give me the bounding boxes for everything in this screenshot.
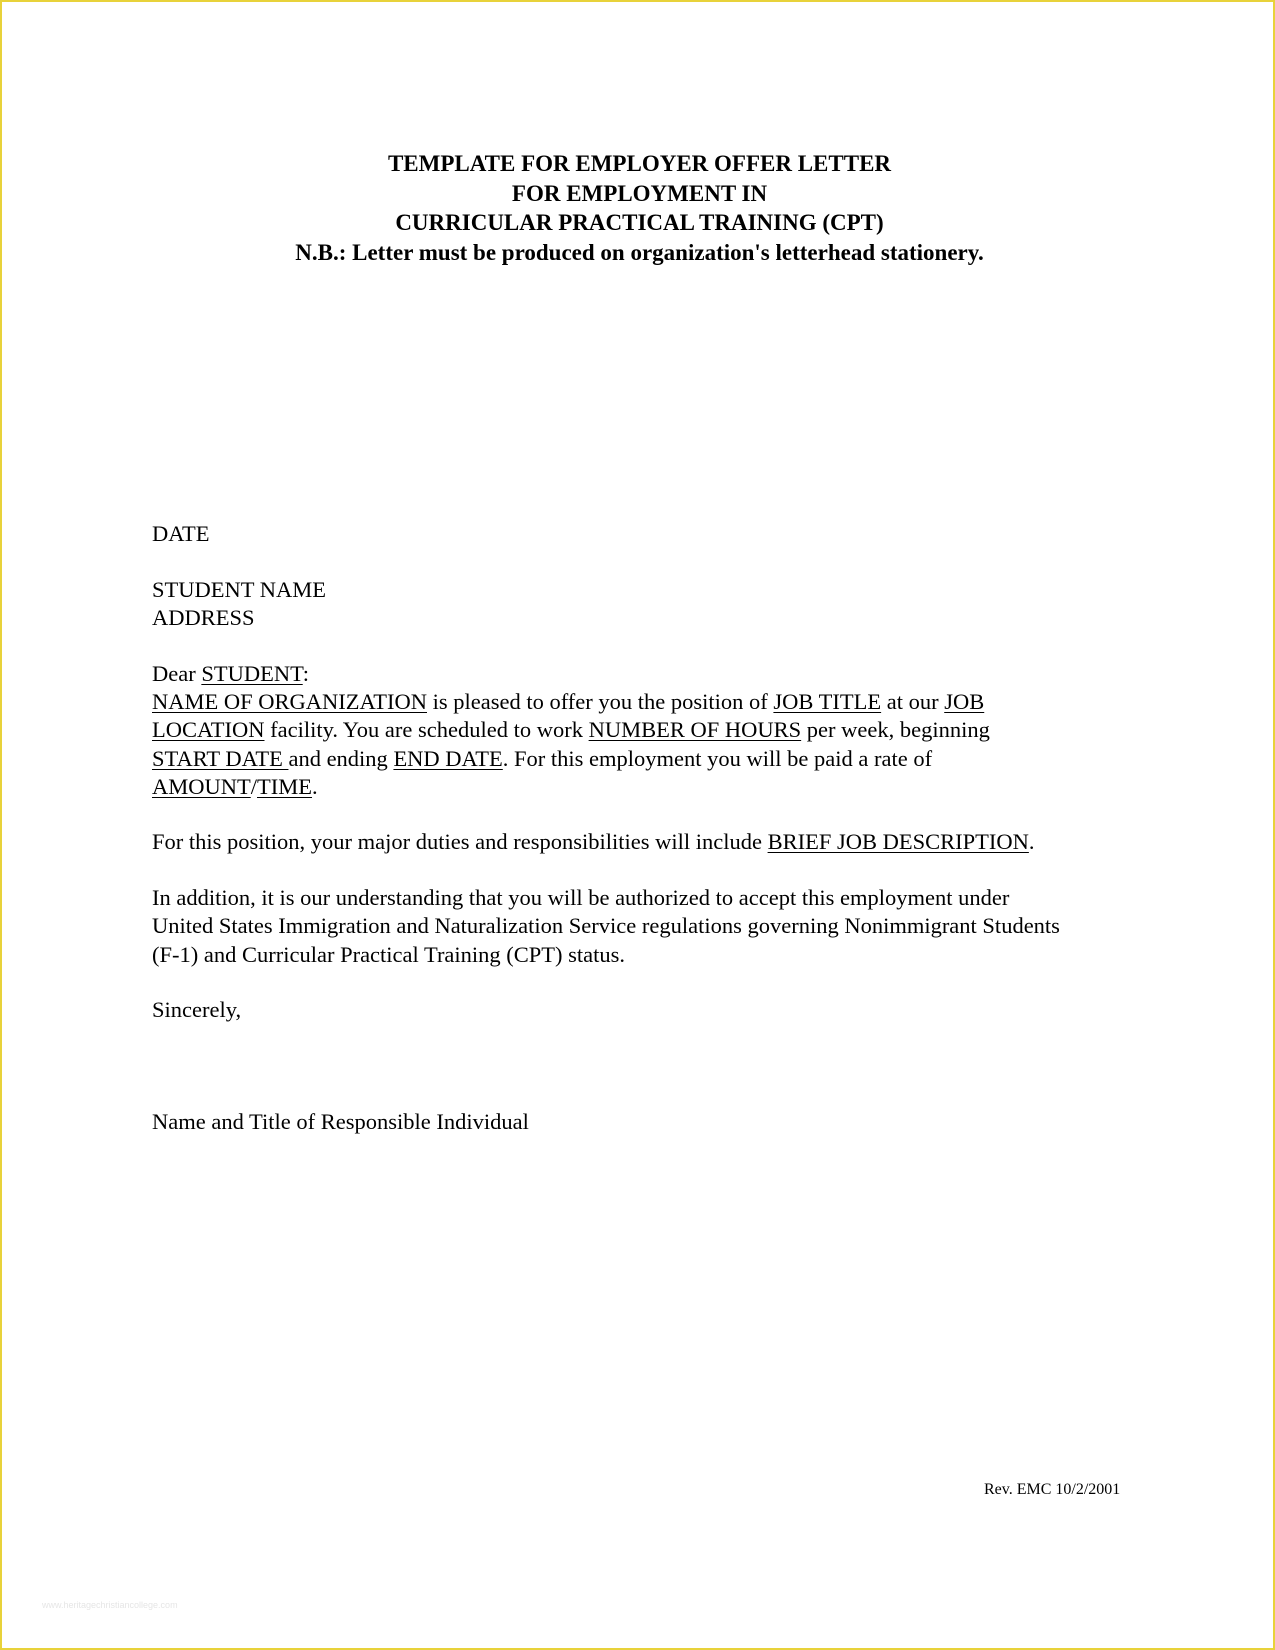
salutation-suffix: :: [302, 661, 309, 686]
offer-text: is pleased to offer you the position of: [427, 689, 774, 714]
student-placeholder: STUDENT: [201, 661, 303, 686]
student-name-placeholder: STUDENT NAME: [152, 577, 326, 602]
end-date-placeholder: END DATE: [393, 745, 503, 771]
address-placeholder: ADDRESS: [152, 605, 255, 630]
start-date-placeholder: START DATE: [152, 745, 289, 771]
header-note: N.B.: Letter must be produced on organization's letterhead stationery.: [295, 239, 984, 265]
offer-line-3: [152, 745, 1142, 773]
date-placeholder: DATE: [152, 521, 210, 546]
offer-text: . For this employment you will be paid a rate of: [502, 745, 933, 771]
offer-line-2: [152, 716, 1142, 744]
duties-text: .: [1028, 829, 1035, 854]
salutation: [152, 660, 309, 688]
offer-text: /: [250, 773, 258, 799]
job-description-placeholder: BRIEF JOB DESCRIPTION: [767, 829, 1029, 854]
authorization-paragraph: [152, 884, 1142, 969]
time-placeholder: TIME: [257, 773, 313, 799]
duties-paragraph: [152, 828, 1142, 856]
duties-text: For this position, your major duties and responsibilities will include: [152, 829, 768, 854]
offer-text: per week, beginning: [801, 717, 990, 743]
offer-paragraph: [152, 688, 1142, 801]
job-title-placeholder: JOB TITLE: [773, 689, 882, 714]
watermark: www.heritagechristiancollege.com: [42, 1600, 178, 1610]
header-subtitle: FOR EMPLOYMENT IN: [511, 180, 768, 206]
revision-note: Rev. EMC 10/2/2001: [984, 1481, 1121, 1498]
authorization-line-1: In addition, it is our understanding that you will be authorized to accept this employment under: [152, 885, 1010, 910]
offer-line-4: [152, 773, 1142, 801]
closing: Sincerely,: [152, 997, 242, 1022]
job-location-placeholder: LOCATION: [152, 717, 265, 743]
header-title: TEMPLATE FOR EMPLOYER OFFER LETTER: [387, 151, 892, 176]
amount-placeholder: AMOUNT: [152, 773, 251, 799]
duties-line: [152, 828, 1142, 856]
signature-line: Name and Title of Responsible Individual: [152, 1109, 529, 1134]
offer-text: .: [312, 773, 318, 799]
letter-header: [2, 149, 1275, 267]
authorization-line-2: United States Immigration and Naturalization Service regulations governing Nonimmigrant Students: [152, 913, 1060, 939]
salutation-prefix: Dear: [152, 661, 202, 686]
organization-placeholder: NAME OF ORGANIZATION: [152, 689, 427, 714]
offer-text: facility. You are scheduled to work: [264, 717, 589, 743]
offer-text: and ending: [288, 745, 394, 771]
job-location-placeholder: JOB: [944, 689, 985, 714]
offer-line-1: [152, 688, 1142, 716]
offer-text: at our: [881, 689, 945, 714]
authorization-line-3: (F-1) and Curricular Practical Training (CPT) status.: [152, 941, 626, 967]
hours-placeholder: NUMBER OF HOURS: [588, 717, 802, 743]
header-program: CURRICULAR PRACTICAL TRAINING (CPT): [395, 210, 884, 235]
